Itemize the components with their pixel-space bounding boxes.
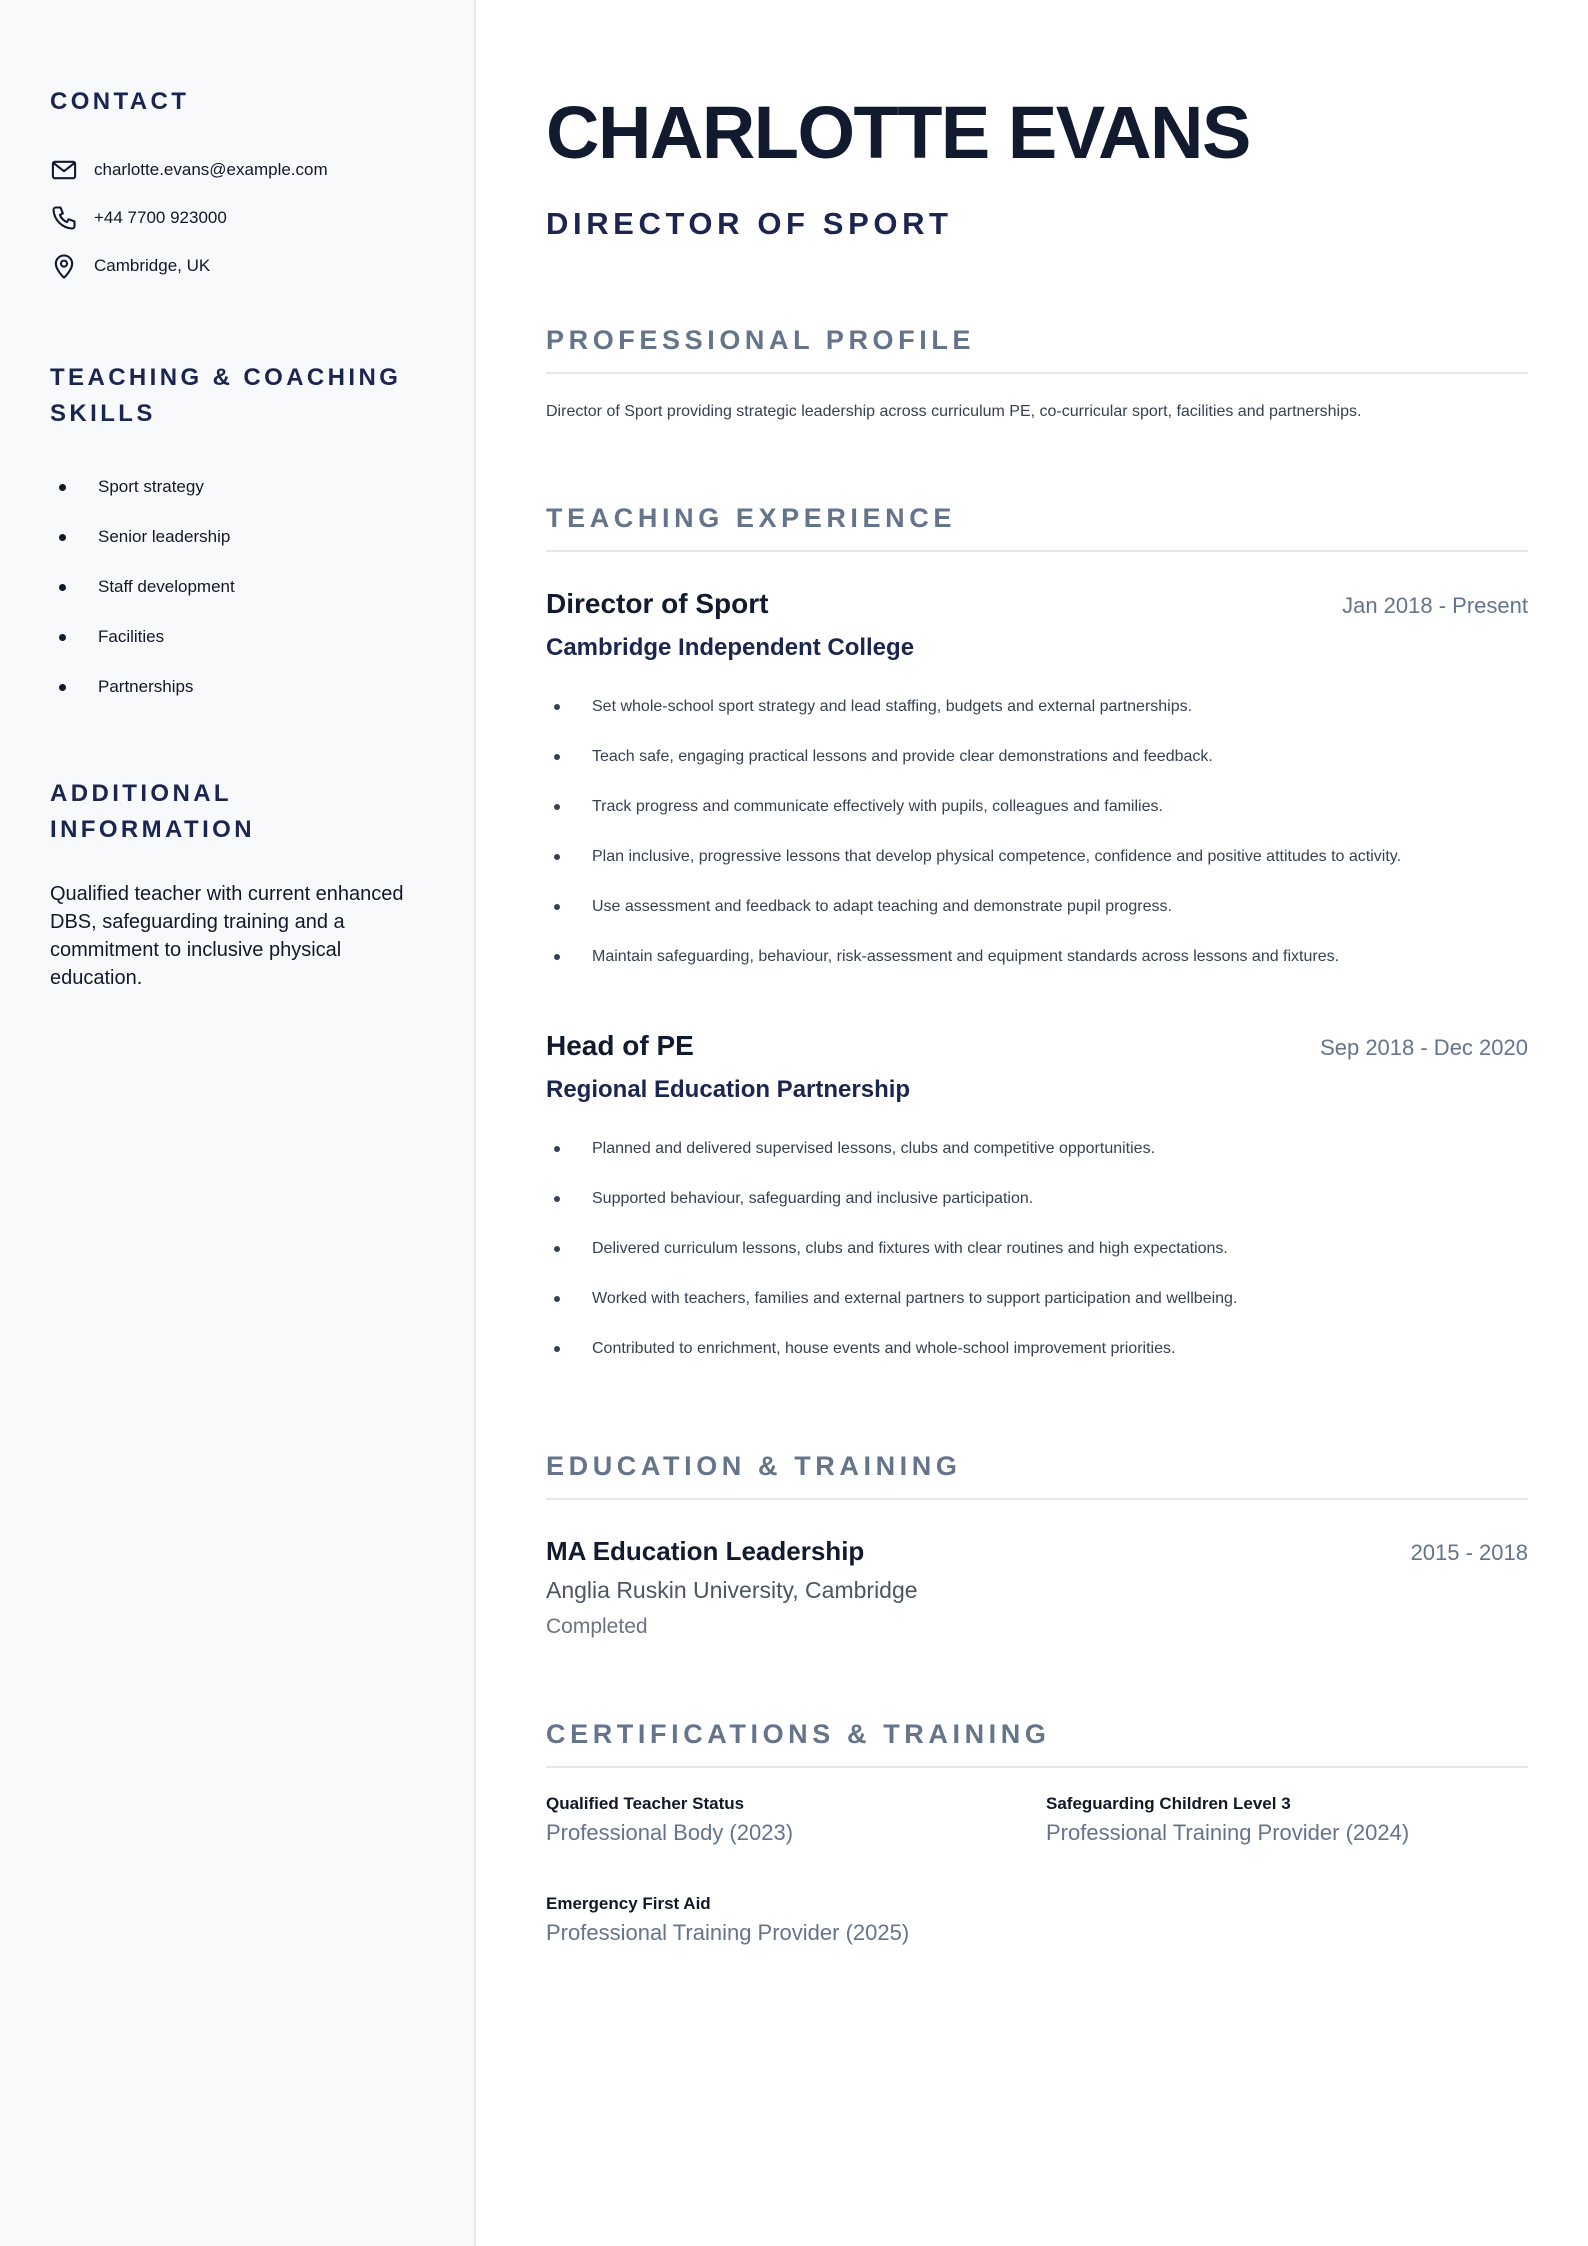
bullet-text: Worked with teachers, families and external partners to support participation and wellbeing.	[592, 1290, 1238, 1307]
skill-label: Staff development	[98, 577, 235, 596]
certifications-grid	[546, 1792, 1528, 1948]
job-bullets	[546, 682, 1528, 982]
bullet-text: Delivered curriculum lessons, clubs and fixtures with clear routines and high expectations.	[592, 1240, 1228, 1257]
certification-provider: Professional Training Provider (2024)	[1046, 1820, 1410, 1845]
contact-heading: CONTACT	[50, 88, 190, 115]
certification-entry	[1046, 1792, 1528, 1848]
bullet-text: Contributed to enrichment, house events and whole-school improvement priorities.	[592, 1340, 1176, 1357]
job-entry	[546, 1028, 1528, 1374]
skill-item	[50, 662, 424, 712]
candidate-role: DIRECTOR OF SPORT	[546, 206, 953, 241]
experience-section	[546, 500, 1528, 1374]
skill-item	[50, 612, 424, 662]
phone-icon	[50, 204, 78, 232]
bullet-icon	[554, 1296, 560, 1302]
skills-heading: TEACHING & COACHING SKILLS	[50, 364, 402, 427]
degree-title: MA Education Leadership	[546, 1536, 865, 1566]
job-title: Head of PE	[546, 1030, 694, 1061]
bullet-icon	[59, 534, 66, 541]
job-bullet	[546, 732, 1528, 782]
skill-label: Facilities	[98, 627, 165, 646]
bullet-text: Track progress and communicate effectively with pupils, colleagues and families.	[592, 798, 1163, 815]
bullet-icon	[554, 804, 560, 810]
additional-info-heading: ADDITIONAL INFORMATION	[50, 780, 255, 843]
skill-item	[50, 462, 424, 512]
mail-icon	[50, 156, 78, 184]
bullet-icon	[554, 1196, 560, 1202]
skill-label: Partnerships	[98, 677, 194, 696]
skills-list	[50, 462, 424, 712]
job-bullet	[546, 882, 1528, 932]
contact-email-row[interactable]	[50, 146, 424, 194]
bullet-icon	[554, 1246, 560, 1252]
bullet-icon	[59, 684, 66, 691]
candidate-name: CHARLOTTE EVANS	[546, 91, 1250, 174]
degree-status: Completed	[546, 1615, 648, 1638]
job-organisation: Regional Education Partnership	[546, 1076, 911, 1103]
bullet-icon	[554, 754, 560, 760]
bullet-icon	[59, 584, 66, 591]
job-dates: Sep 2018 - Dec 2020	[1320, 1035, 1528, 1060]
main-content	[476, 0, 1588, 2246]
certifications-heading: CERTIFICATIONS & TRAINING	[546, 1716, 1528, 1768]
bullet-text: Teach safe, engaging practical lessons and provide clear demonstrations and feedback.	[592, 748, 1213, 765]
bullet-icon	[554, 904, 560, 910]
job-bullet	[546, 1124, 1528, 1174]
job-bullet	[546, 1224, 1528, 1274]
sidebar	[0, 0, 476, 2246]
job-organisation: Cambridge Independent College	[546, 634, 915, 661]
job-bullet	[546, 782, 1528, 832]
skill-item	[50, 562, 424, 612]
bullet-icon	[554, 1346, 560, 1352]
skill-label: Sport strategy	[98, 477, 204, 496]
job-dates: Jan 2018 - Present	[1342, 593, 1528, 618]
bullet-icon	[554, 854, 560, 860]
additional-info-text: Qualified teacher with current enhanced DBS, safeguarding training and a commitment to inclusive physical education.	[50, 883, 404, 989]
degree-school: Anglia Ruskin University, Cambridge	[546, 1577, 918, 1603]
bullet-text: Plan inclusive, progressive lessons that develop physical competence, confidence and positive attitudes to activity.	[592, 848, 1402, 865]
bullet-text: Set whole-school sport strategy and lead staffing, budgets and external partnerships.	[592, 698, 1193, 715]
education-heading: EDUCATION & TRAINING	[546, 1448, 1528, 1500]
contact-phone-row[interactable]	[50, 194, 424, 242]
education-section	[546, 1448, 1528, 1642]
contact-location-row	[50, 242, 424, 290]
certification-provider: Professional Body (2023)	[546, 1820, 794, 1845]
job-bullet	[546, 932, 1528, 982]
job-bullet	[546, 1174, 1528, 1224]
job-bullet	[546, 1274, 1528, 1324]
bullet-icon	[554, 954, 560, 960]
job-bullets	[546, 1124, 1528, 1374]
contact-phone[interactable]: +44 7700 923000	[94, 208, 227, 227]
contact-list	[50, 146, 424, 290]
degree-dates: 2015 - 2018	[1410, 1540, 1528, 1565]
skill-label: Senior leadership	[98, 527, 231, 546]
certification-provider: Professional Training Provider (2025)	[546, 1920, 910, 1945]
certification-name: Qualified Teacher Status	[546, 1794, 745, 1813]
certification-entry	[546, 1792, 1046, 1848]
education-entry	[546, 1534, 1528, 1642]
contact-email[interactable]: charlotte.evans@example.com	[94, 160, 328, 179]
job-bullet	[546, 682, 1528, 732]
bullet-text: Supported behaviour, safeguarding and inclusive participation.	[592, 1190, 1034, 1207]
bullet-icon	[59, 634, 66, 641]
experience-heading: TEACHING EXPERIENCE	[546, 500, 1528, 552]
job-bullet	[546, 1324, 1528, 1374]
certification-entry	[546, 1892, 1046, 1948]
job-entry	[546, 586, 1528, 982]
job-bullet	[546, 832, 1528, 882]
bullet-icon	[59, 484, 66, 491]
bullet-text: Use assessment and feedback to adapt teaching and demonstrate pupil progress.	[592, 898, 1172, 915]
bullet-text: Planned and delivered supervised lessons, clubs and competitive opportunities.	[592, 1140, 1156, 1157]
bullet-icon	[554, 1146, 560, 1152]
bullet-text: Maintain safeguarding, behaviour, risk-assessment and equipment standards across lessons and fixtures.	[592, 948, 1340, 965]
profile-heading: PROFESSIONAL PROFILE	[546, 322, 1528, 374]
profile-section	[546, 322, 1528, 424]
job-title: Director of Sport	[546, 588, 769, 619]
contact-location: Cambridge, UK	[94, 256, 211, 275]
profile-text: Director of Sport providing strategic leadership across curriculum PE, co-curricular sport, facilities and partnerships.	[546, 403, 1362, 420]
skill-item	[50, 512, 424, 562]
bullet-icon	[554, 704, 560, 710]
certification-name: Safeguarding Children Level 3	[1046, 1794, 1291, 1813]
certification-name: Emergency First Aid	[546, 1894, 711, 1913]
map-pin-icon	[50, 252, 78, 280]
certifications-section	[546, 1716, 1528, 1948]
